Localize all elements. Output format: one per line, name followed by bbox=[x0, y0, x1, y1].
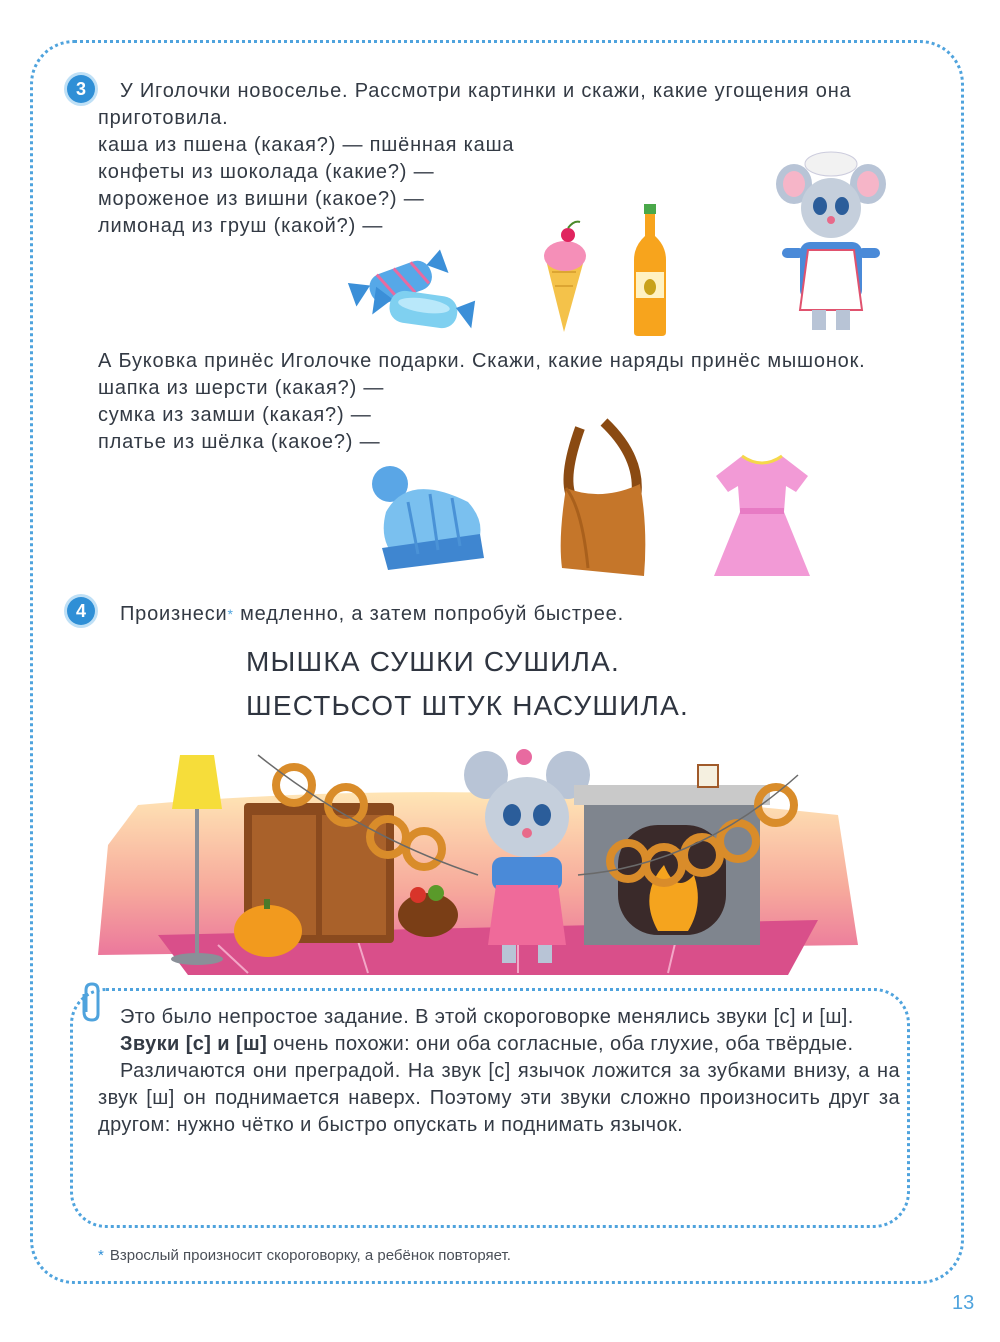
note-bold-sounds: Звуки [с] и [ш] bbox=[120, 1033, 268, 1055]
footnote-marker: * bbox=[227, 606, 234, 622]
note-paragraph-2 bbox=[98, 1031, 900, 1058]
clothes-line: платье из шёлка (какое?) — bbox=[98, 431, 381, 453]
food-line: мороженое из вишни (какое?) — bbox=[98, 188, 425, 210]
food-line: каша из пшена (какая?) — пшённая каша bbox=[98, 134, 515, 156]
footnote-text: Взрослый произносит скороговорку, а ребёнок повторяет. bbox=[109, 1247, 511, 1264]
food-line: конфеты из шоколада (какие?) — bbox=[98, 161, 435, 183]
tongue-twister-line1: МЫШКА СУШКИ СУШИЛА. bbox=[246, 646, 620, 677]
page-number: 13 bbox=[952, 1292, 975, 1314]
mouse-chef-illustration bbox=[776, 150, 886, 340]
note-paragraph-2-rest: очень похожи: они оба согласные, оба глухие, оба твёрдые. bbox=[267, 1033, 854, 1055]
footnote bbox=[98, 1247, 511, 1264]
task-4-instruction-rest: медленно, а затем попробуй быстрее. bbox=[233, 603, 624, 625]
knit-hat-illustration bbox=[368, 462, 488, 572]
task-3-intro-line2: приготовила. bbox=[98, 107, 229, 129]
clothes-line: шапка из шерсти (какая?) — bbox=[98, 377, 385, 399]
ice-cream-illustration bbox=[540, 220, 590, 335]
note-paragraph-3: Различаются они преградой. На звук [с] язычок ложится за зубками внизу, а на звук [ш] он поднимается наверх. Поэтому эти звуки сложно произносить друг за другом: нужно чётко и быстро опускать и поднимать язычок. bbox=[98, 1060, 900, 1136]
gifts-intro: А Буковка принёс Иголочке подарки. Скажи, какие наряды принёс мышонок. bbox=[98, 350, 866, 372]
task-4-instruction-verb: Произнеси bbox=[120, 603, 228, 625]
note-paragraph-1: Это было непростое задание. В этой скороговорке менялись звуки [с] и [ш]. bbox=[120, 1006, 854, 1028]
note-text bbox=[98, 1004, 900, 1139]
food-line: лимонад из груш (какой?) — bbox=[98, 215, 384, 237]
footnote-star: * bbox=[98, 1247, 104, 1264]
task-4-instruction bbox=[120, 601, 624, 628]
lemonade-bottle-illustration bbox=[630, 200, 670, 340]
task-3-intro-line1: У Иголочки новоселье. Рассмотри картинки и скажи, какие угощения она bbox=[120, 80, 852, 102]
suede-bag-illustration bbox=[552, 418, 652, 578]
clothes-line: сумка из замши (какая?) — bbox=[98, 404, 372, 426]
task-4-number: 4 bbox=[67, 597, 95, 625]
candies-illustration bbox=[340, 245, 480, 335]
silk-dress-illustration bbox=[712, 452, 812, 580]
tongue-twister-line2: ШЕСТЬСОТ ШТУК НАСУШИЛА. bbox=[246, 690, 689, 721]
task-3-number: 3 bbox=[67, 75, 95, 103]
mouse-room-illustration bbox=[98, 745, 858, 975]
